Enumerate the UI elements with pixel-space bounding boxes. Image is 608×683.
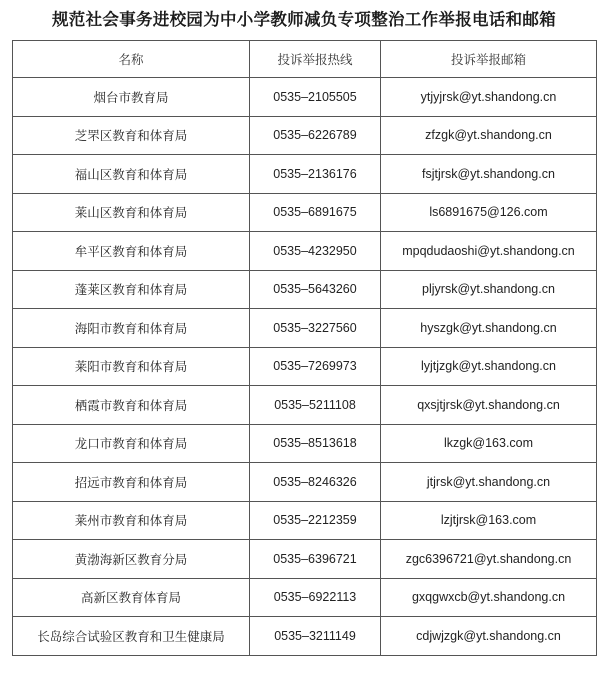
phone-cell: 0535–8513618	[250, 424, 381, 463]
header-phone: 投诉举报热线	[250, 41, 381, 78]
table-header-row	[13, 41, 597, 78]
contact-table	[12, 40, 597, 656]
table-row	[13, 155, 597, 194]
phone-cell: 0535–5211108	[250, 386, 381, 425]
phone-cell: 0535–2105505	[250, 78, 381, 117]
header-name: 名称	[13, 41, 250, 78]
phone-cell: 0535–3227560	[250, 309, 381, 348]
email-cell[interactable]: qxsjtjrsk@yt.shandong.cn	[381, 386, 597, 425]
email-cell[interactable]: ytjyjrsk@yt.shandong.cn	[381, 78, 597, 117]
phone-cell: 0535–6226789	[250, 116, 381, 155]
table-row	[13, 116, 597, 155]
phone-cell: 0535–7269973	[250, 347, 381, 386]
page-title: 规范社会事务进校园为中小学教师减负专项整治工作举报电话和邮箱	[52, 10, 556, 29]
table-row	[13, 463, 597, 502]
table-row	[13, 78, 597, 117]
org-name-cell: 海阳市教育和体育局	[13, 309, 250, 348]
org-name-cell: 黄渤海新区教育分局	[13, 540, 250, 579]
org-name-cell: 龙口市教育和体育局	[13, 424, 250, 463]
email-cell[interactable]: pljyrsk@yt.shandong.cn	[381, 270, 597, 309]
org-name-cell: 栖霞市教育和体育局	[13, 386, 250, 425]
phone-cell: 0535–2136176	[250, 155, 381, 194]
table-row	[13, 617, 597, 656]
org-name-cell: 福山区教育和体育局	[13, 155, 250, 194]
header-email: 投诉举报邮箱	[381, 41, 597, 78]
email-cell[interactable]: fsjtjrsk@yt.shandong.cn	[381, 155, 597, 194]
phone-cell: 0535–4232950	[250, 232, 381, 271]
email-cell[interactable]: cdjwjzgk@yt.shandong.cn	[381, 617, 597, 656]
phone-cell: 0535–8246326	[250, 463, 381, 502]
org-name-cell: 烟台市教育局	[13, 78, 250, 117]
email-cell[interactable]: ls6891675@126.com	[381, 193, 597, 232]
email-cell[interactable]: jtjrsk@yt.shandong.cn	[381, 463, 597, 502]
email-cell[interactable]: gxqgwxcb@yt.shandong.cn	[381, 578, 597, 617]
org-name-cell: 莱山区教育和体育局	[13, 193, 250, 232]
table-row	[13, 193, 597, 232]
table-row	[13, 540, 597, 579]
org-name-cell: 牟平区教育和体育局	[13, 232, 250, 271]
table-row	[13, 501, 597, 540]
table-row	[13, 386, 597, 425]
email-cell[interactable]: lkzgk@163.com	[381, 424, 597, 463]
org-name-cell: 高新区教育体育局	[13, 578, 250, 617]
phone-cell: 0535–3211149	[250, 617, 381, 656]
table-row	[13, 424, 597, 463]
phone-cell: 0535–6396721	[250, 540, 381, 579]
org-name-cell: 招远市教育和体育局	[13, 463, 250, 502]
email-cell[interactable]: mpqdudaoshi@yt.shandong.cn	[381, 232, 597, 271]
email-cell[interactable]: zgc6396721@yt.shandong.cn	[381, 540, 597, 579]
table-row	[13, 309, 597, 348]
org-name-cell: 莱州市教育和体育局	[13, 501, 250, 540]
table-row	[13, 347, 597, 386]
phone-cell: 0535–5643260	[250, 270, 381, 309]
email-cell[interactable]: lyjtjzgk@yt.shandong.cn	[381, 347, 597, 386]
org-name-cell: 蓬莱区教育和体育局	[13, 270, 250, 309]
email-cell[interactable]: lzjtjrsk@163.com	[381, 501, 597, 540]
table-row	[13, 578, 597, 617]
table-row	[13, 232, 597, 271]
phone-cell: 0535–6891675	[250, 193, 381, 232]
org-name-cell: 长岛综合试验区教育和卫生健康局	[13, 617, 250, 656]
org-name-cell: 莱阳市教育和体育局	[13, 347, 250, 386]
phone-cell: 0535–2212359	[250, 501, 381, 540]
table-body	[13, 78, 597, 656]
org-name-cell: 芝罘区教育和体育局	[13, 116, 250, 155]
phone-cell: 0535–6922113	[250, 578, 381, 617]
email-cell[interactable]: zfzgk@yt.shandong.cn	[381, 116, 597, 155]
table-row	[13, 270, 597, 309]
email-cell[interactable]: hyszgk@yt.shandong.cn	[381, 309, 597, 348]
